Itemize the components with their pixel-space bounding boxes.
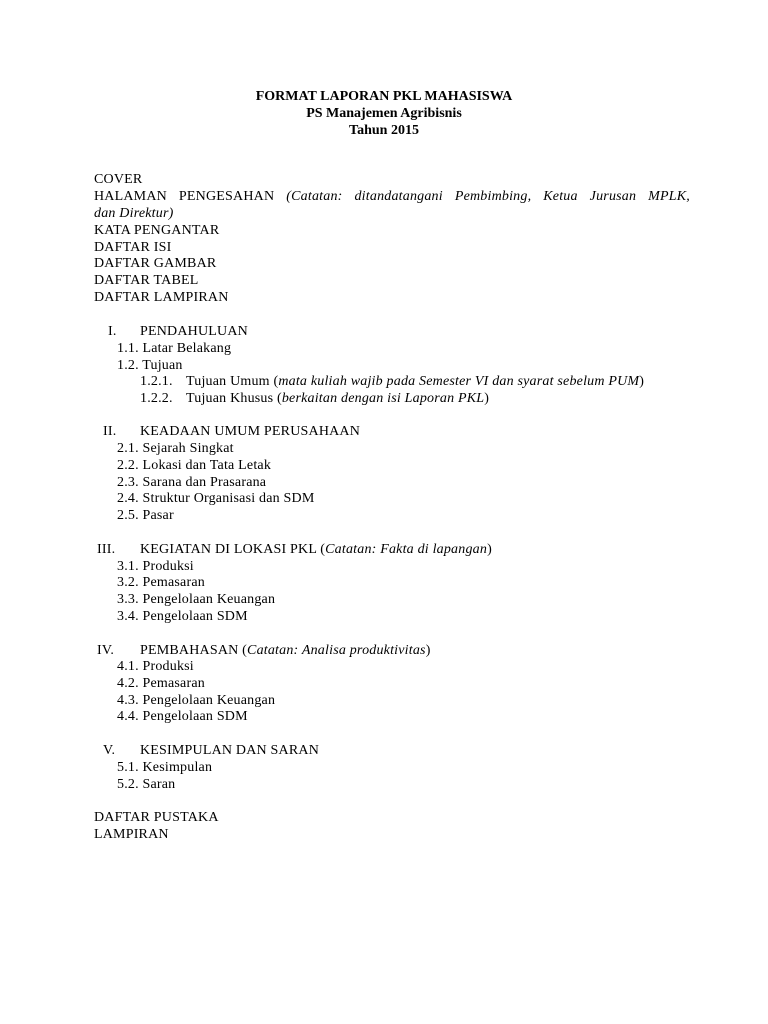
section-1-1: 1.1. Latar Belakang	[117, 341, 232, 356]
chapter-3-title-text: KEGIATAN DI LOKASI PKL (	[140, 542, 326, 557]
cover-item: COVER	[94, 172, 143, 187]
section-1-2-1	[186, 373, 644, 390]
section-4-3: 4.3. Pengelolaan Keuangan	[117, 693, 276, 708]
chapter-4-title	[140, 642, 431, 659]
halaman-pengesahan-note-cont: dan Direktur)	[94, 206, 174, 221]
section-1-2-1-note: mata kuliah wajib pada Semester VI dan syarat sebelum PUM	[278, 374, 640, 389]
chapter-1-title: PENDAHULUAN	[140, 324, 248, 339]
chapter-1-numeral: I.	[108, 324, 117, 339]
section-3-1: 3.1. Produksi	[117, 559, 194, 574]
section-2-2: 2.2. Lokasi dan Tata Letak	[117, 458, 272, 473]
section-2-4: 2.4. Struktur Organisasi dan SDM	[117, 491, 315, 506]
chapter-5-title: KESIMPULAN DAN SARAN	[140, 743, 320, 758]
section-1-2-2	[186, 390, 489, 407]
chapter-3-title	[140, 541, 492, 558]
chapter-2-title: KEADAAN UMUM PERUSAHAAN	[140, 424, 361, 439]
section-1-2: 1.2. Tujuan	[117, 358, 183, 373]
section-4-2: 4.2. Pemasaran	[117, 676, 205, 691]
section-1-2-2-label: Tujuan Khusus (	[186, 391, 282, 406]
chapter-5-numeral: V.	[103, 743, 116, 758]
section-4-1: 4.1. Produksi	[117, 659, 194, 674]
section-5-2: 5.2. Saran	[117, 777, 176, 792]
chapter-4-numeral: IV.	[97, 643, 115, 658]
document-year: Tahun 2015	[349, 123, 419, 138]
section-2-5: 2.5. Pasar	[117, 508, 174, 523]
chapter-2-numeral: II.	[103, 424, 117, 439]
halaman-pengesahan-note: (Catatan: ditandatangani Pembimbing, Ketua Jurusan MPLK,	[286, 189, 691, 204]
section-2-1: 2.1. Sejarah Singkat	[117, 441, 234, 456]
daftar-tabel-item: DAFTAR TABEL	[94, 273, 199, 288]
daftar-lampiran-item: DAFTAR LAMPIRAN	[94, 290, 229, 305]
section-1-2-1-label: Tujuan Umum (	[186, 374, 279, 389]
chapter-3-close: )	[487, 542, 492, 557]
chapter-4-title-text: PEMBAHASAN (	[140, 643, 248, 658]
halaman-pengesahan-item	[94, 188, 690, 205]
daftar-isi-item: DAFTAR ISI	[94, 240, 172, 255]
section-3-4: 3.4. Pengelolaan SDM	[117, 609, 248, 624]
daftar-gambar-item: DAFTAR GAMBAR	[94, 256, 217, 271]
document-subtitle: PS Manajemen Agribisnis	[306, 106, 462, 121]
document-title: FORMAT LAPORAN PKL MAHASISWA	[255, 89, 513, 104]
section-3-2: 3.2. Pemasaran	[117, 575, 205, 590]
halaman-pengesahan-label: HALAMAN PENGESAHAN	[94, 189, 275, 204]
kata-pengantar-item: KATA PENGANTAR	[94, 223, 220, 238]
section-1-2-1-close: )	[639, 374, 645, 389]
section-1-2-1-number: 1.2.1.	[140, 374, 173, 389]
section-5-1: 5.1. Kesimpulan	[117, 760, 213, 775]
chapter-4-note: Catatan: Analisa produktivitas	[247, 643, 426, 658]
section-3-3: 3.3. Pengelolaan Keuangan	[117, 592, 276, 607]
section-2-3: 2.3. Sarana dan Prasarana	[117, 475, 267, 490]
section-4-4: 4.4. Pengelolaan SDM	[117, 709, 248, 724]
daftar-pustaka-item: DAFTAR PUSTAKA	[94, 810, 219, 825]
section-1-2-2-close: )	[484, 391, 490, 406]
section-1-2-2-number: 1.2.2.	[140, 391, 173, 406]
chapter-4-close: )	[425, 643, 431, 658]
section-1-2-2-note: berkaitan dengan isi Laporan PKL	[281, 391, 485, 406]
chapter-3-note: Catatan: Fakta di lapangan	[325, 542, 488, 557]
lampiran-item: LAMPIRAN	[94, 827, 169, 842]
chapter-3-numeral: III.	[97, 542, 116, 557]
